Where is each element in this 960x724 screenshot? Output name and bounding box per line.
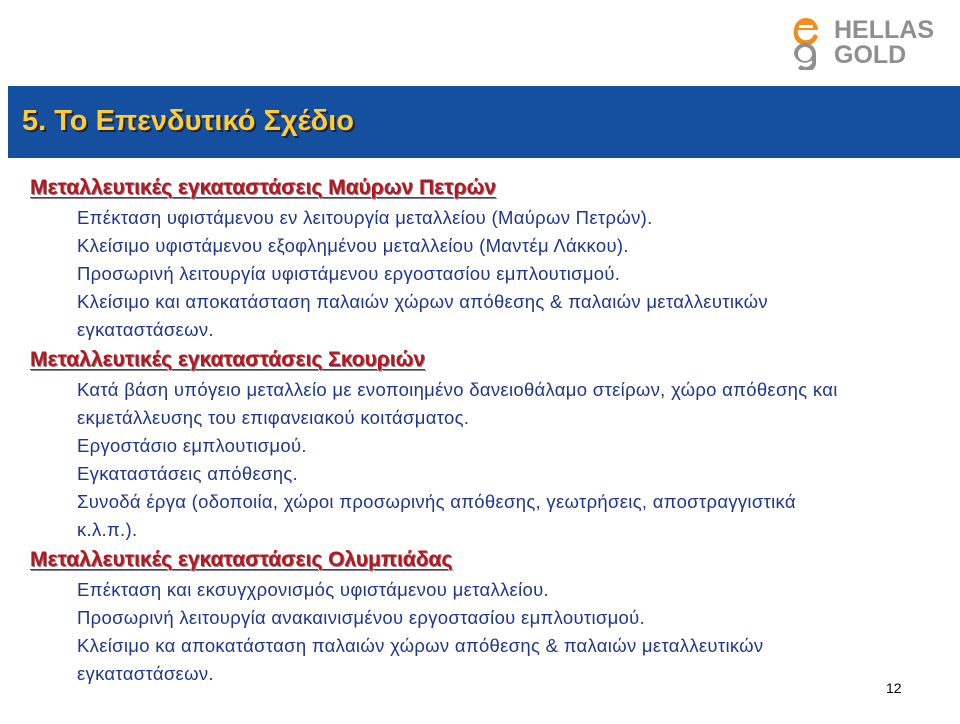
slide-content [30,172,935,688]
list-item: Κατά βάση υπόγειο μεταλλείο με ενοποιημένο δανειοθάλαμο στείρων, χώρο απόθεσης και εκμετάλλευσης του επιφανειακού κοιτάσματος. [77,379,838,428]
page-number: 12 [886,680,902,696]
list-item: Προσωρινή λειτουργία ανακαινισμένου εργοστασίου εμπλουτισμού. [77,607,646,628]
hellas-gold-logo [790,14,952,72]
list-item: Επέκταση υφιστάμενου εν λειτουργία μεταλλείου (Μαύρων Πετρών). [77,207,653,228]
logo-wordmark [834,18,934,68]
eg-monogram-icon [790,14,830,70]
section-heading: Μεταλλευτικές εγκαταστάσεις Σκουριών [30,348,426,371]
list-item: Εργοστάσιο εμπλουτισμού. [77,435,307,456]
section-skouries [30,344,935,544]
section-heading: Μεταλλευτικές εγκαταστάσεις Μαύρων Πετρών [30,176,496,199]
list-item: Επέκταση και εκσυγχρονισμός υφιστάμενου μεταλλείου. [77,579,549,600]
section-heading: Μεταλλευτικές εγκαταστάσεις Ολυμπιάδας [30,548,453,571]
page-title: 5. Το Επενδυτικό Σχέδιο [22,105,354,137]
list-item: Κλείσιμο κα αποκατάσταση παλαιών χώρων απόθεσης & παλαιών μεταλλευτικών εγκαταστάσεων. [77,635,764,684]
list-item: Εγκαταστάσεις απόθεσης. [77,463,298,484]
list-item: Προσωρινή λειτουργία υφιστάμενου εργοστασίου εμπλουτισμού. [77,263,621,284]
title-bar [8,86,960,158]
logo-line-1: HELLAS [834,16,934,44]
list-item: Συνοδά έργα (οδοποιία, χώροι προσωρινής απόθεσης, γεωτρήσεις, αποστραγγιστικά κ.λ.π.). [77,491,796,540]
list-item: Κλείσιμο και αποκατάσταση παλαιών χώρων απόθεσης & παλαιών μεταλλευτικών εγκαταστάσεων. [77,291,768,340]
logo-line-2: GOLD [834,41,907,69]
section-mavres-petres [30,172,935,344]
section-olympiada [30,544,935,688]
list-item: Κλείσιμο υφιστάμενου εξοφλημένου μεταλλείου (Μαντέμ Λάκκου). [77,235,629,256]
